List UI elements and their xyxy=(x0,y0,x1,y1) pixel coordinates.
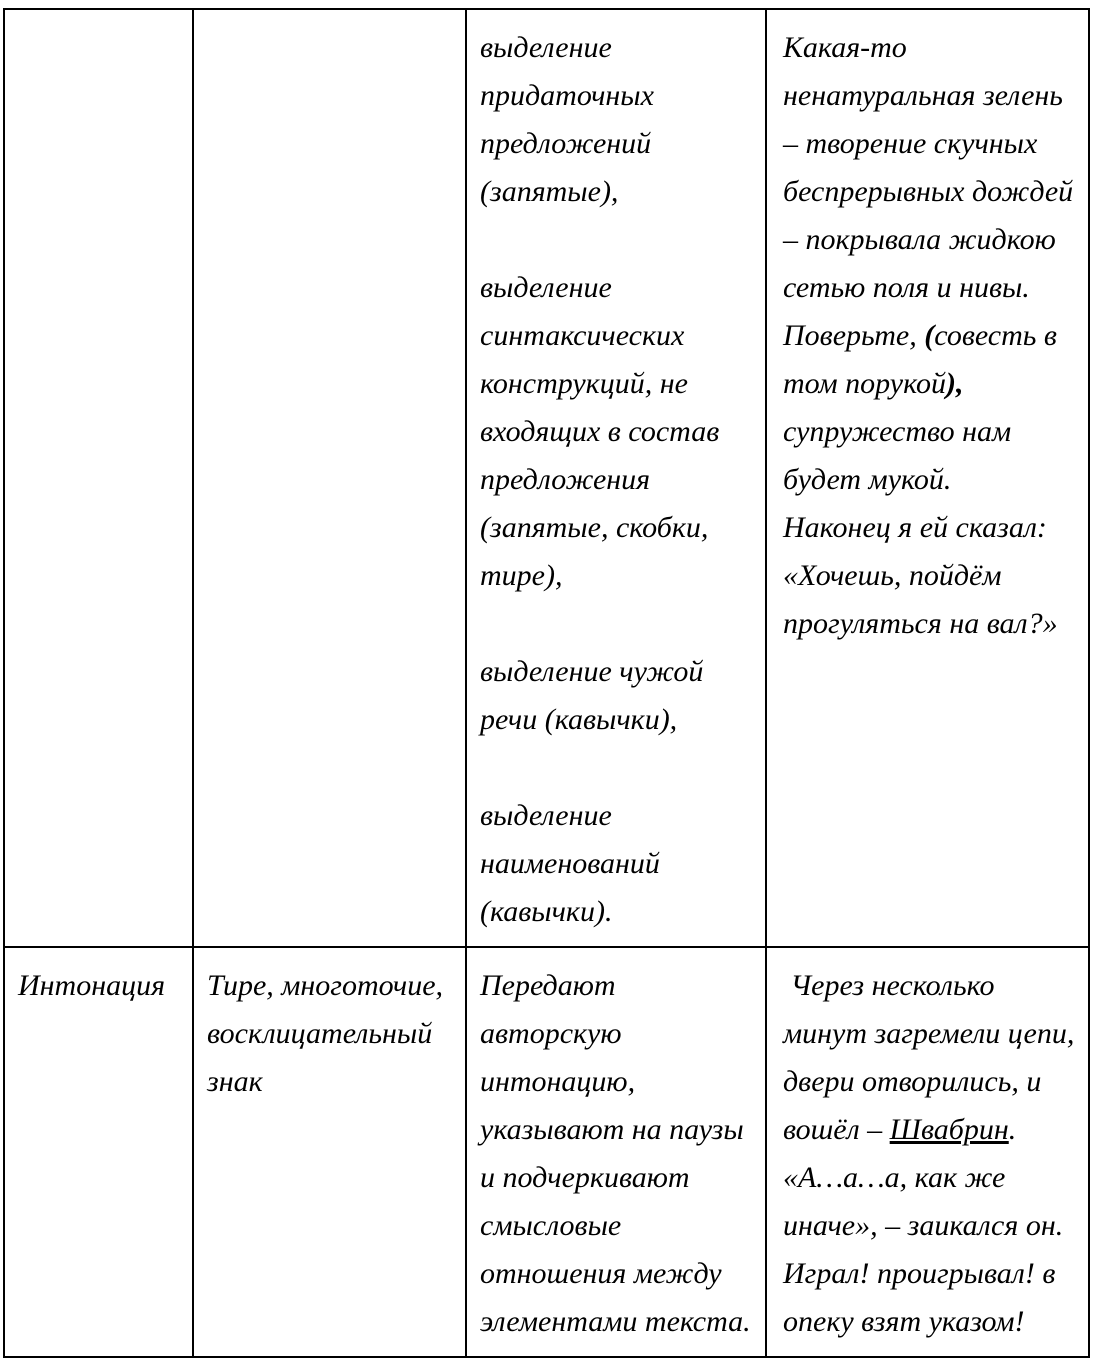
example-2-after: супружество нам будет мукой. xyxy=(783,367,1019,496)
example-paragraph-1: Какая-то ненатуральная зелень – творение скучных беспрерывных дождей – покрывала жидкою сетью поля и нивы. xyxy=(783,31,1081,304)
row1-cell-functions xyxy=(466,9,766,947)
row1-cell-examples xyxy=(766,9,1089,947)
example-2-bold-close-paren: ), xyxy=(945,367,964,400)
function-paragraph-1: выделение придаточных предложений (запятые), xyxy=(480,31,662,208)
example-2-inner: совесть в том порукой xyxy=(783,319,1065,400)
table-row xyxy=(4,947,1089,1357)
grammar-reference-table xyxy=(3,8,1090,1358)
row2-cell-functions xyxy=(466,947,766,1357)
row1-cell-marks xyxy=(193,9,466,947)
row2-example-1-before: Через несколько минут загремели цепи, двери отворились, и вошёл – xyxy=(783,969,1082,1146)
function-paragraph-3: выделение чужой речи (кавычки), xyxy=(480,655,711,736)
row2-example-2: «А…а…а, как же иначе», – заикался он. xyxy=(783,1161,1064,1242)
row2-example-3: Играл! проигрывал! в опеку взят указом! xyxy=(783,1257,1063,1338)
row2-category-text: Интонация xyxy=(18,969,166,1002)
row2-marks-text: Тире, многоточие, восклицательный знак xyxy=(207,969,451,1098)
row2-cell-examples xyxy=(766,947,1089,1357)
example-paragraph-2 xyxy=(783,312,1078,504)
function-paragraph-4: выделение наименований (кавычки). xyxy=(480,799,668,928)
example-2-before: Поверьте, xyxy=(783,319,925,352)
row2-example-1-underlined: Швабрин xyxy=(889,1113,1009,1146)
row2-cell-category xyxy=(4,947,193,1357)
function-paragraph-2: выделение синтаксических конструкций, не входящих в состав предложения (запятые, скобки, тире), xyxy=(480,271,727,592)
example-2-bold-open-paren: ( xyxy=(924,319,935,352)
row2-example-1 xyxy=(783,962,1082,1154)
example-paragraph-3: Наконец я ей сказал: «Хочешь, пойдём прогуляться на вал?» xyxy=(783,511,1058,640)
row1-cell-category xyxy=(4,9,193,947)
row2-example-1-after: . xyxy=(1008,1113,1017,1146)
row2-cell-marks xyxy=(193,947,466,1357)
table-row xyxy=(4,9,1089,947)
row2-functions-text: Передают авторскую интонацию, указывают на паузы и подчеркивают смысловые отношения между элементами текста. xyxy=(480,969,752,1338)
